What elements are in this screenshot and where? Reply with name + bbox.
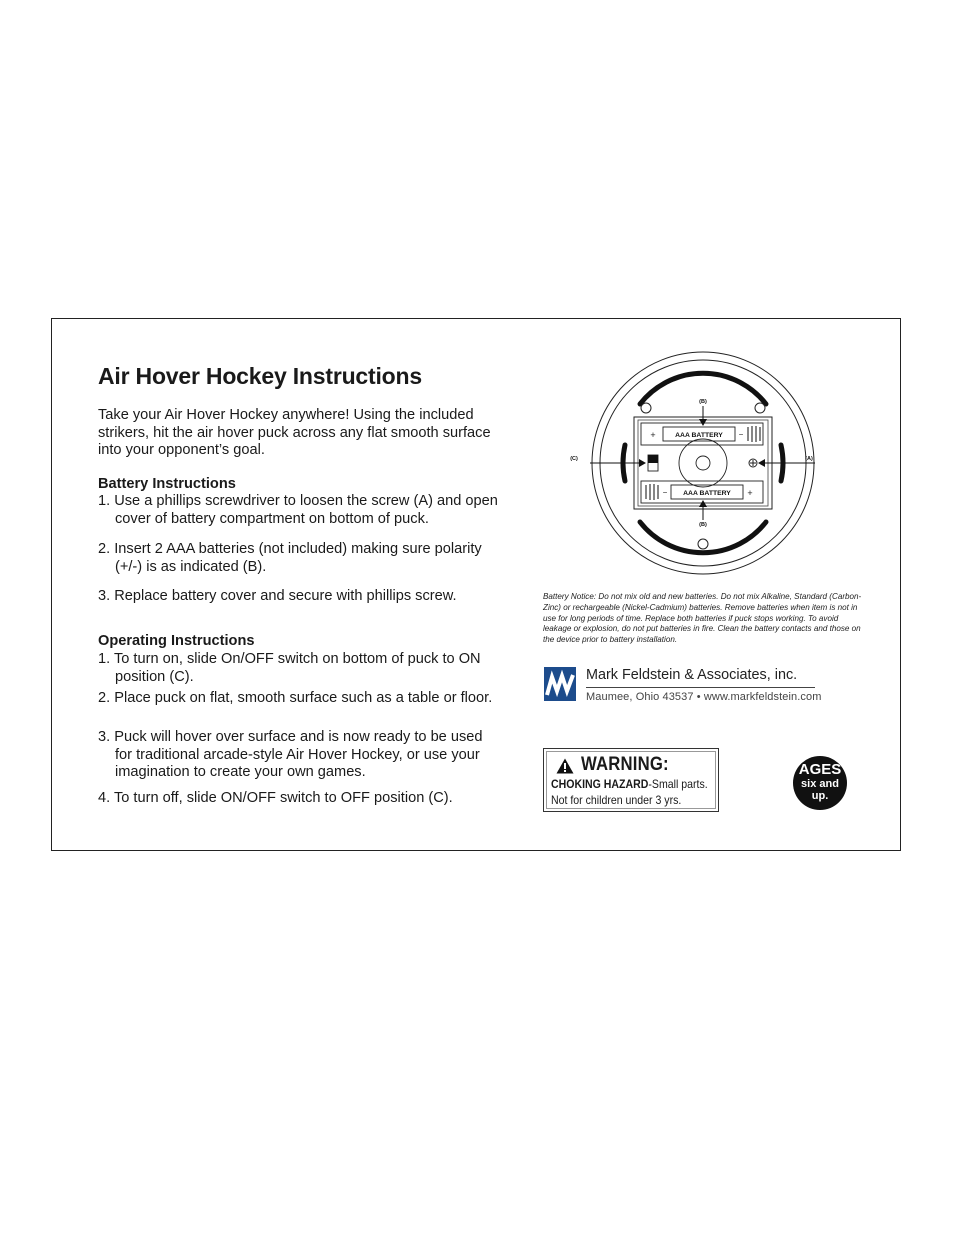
screw-hole-bottom xyxy=(698,539,708,549)
label-a: (A) xyxy=(805,456,813,462)
plus-sign-bottom: + xyxy=(747,488,753,498)
company-name: Mark Feldstein & Associates, inc. xyxy=(586,667,798,683)
operating-step-4: 4. To turn off, slide ON/OFF switch to OFF position (C). xyxy=(98,790,453,806)
spring-top xyxy=(748,426,760,442)
screw-hole-top-left xyxy=(641,403,651,413)
battery-step-2: 2. Insert 2 AAA batteries (not included) making sure polarity (+/-) is as indicated (B). xyxy=(98,541,482,575)
ages-badge xyxy=(793,756,847,810)
screw-hole-top-right xyxy=(755,403,765,413)
minus-sign-top: − xyxy=(738,430,744,439)
label-b-bottom: (B) xyxy=(699,522,707,528)
label-c: (C) xyxy=(570,456,578,462)
plus-sign-top: + xyxy=(650,430,656,440)
minus-sign-bottom: − xyxy=(662,488,668,497)
warning-triangle-icon xyxy=(556,758,574,774)
instruction-card xyxy=(51,318,901,851)
ages-badge-subtitle: six and up. xyxy=(801,778,839,802)
spring-bottom xyxy=(646,484,658,500)
battery-notice-text: Do not mix old and new batteries. Do not mix Alkaline, Standard (Carbon-Zinc) or rechargeable (Nickel-Cadmium) batteries. Remove batteries when item is not in use for long periods of time. Replace both batteries if puck stops working. To avoid leakage or explosion, do not put batteries in fire. Clean the battery contacts and those on the device prior to battery installation. xyxy=(543,592,862,645)
battery-label-bottom: AAA BATTERY xyxy=(683,490,731,497)
warning-title: WARNING: xyxy=(581,754,669,775)
battery-step-1: 1. Use a phillips screwdriver to loosen the screw (A) and open cover of battery compartment on bottom of puck. xyxy=(98,493,498,527)
choking-warning-box xyxy=(543,748,719,812)
label-b-top: (B) xyxy=(699,399,707,405)
on-off-switch-slider xyxy=(648,455,658,463)
battery-notice-label: Battery Notice: xyxy=(543,592,597,601)
choking-hazard-detail: -Small parts. xyxy=(648,777,708,791)
battery-instructions-heading: Battery Instructions xyxy=(98,476,236,492)
ages-badge-title: AGES xyxy=(798,761,842,778)
battery-step-3: 3. Replace battery cover and secure with phillips screw. xyxy=(98,588,457,604)
company-address: Maumee, Ohio 43537 • www.markfeldstein.com xyxy=(586,691,822,703)
puck-battery-diagram xyxy=(570,350,816,576)
battery-label-top: AAA BATTERY xyxy=(675,432,723,439)
choking-hazard-line xyxy=(551,777,708,791)
operating-instructions-heading: Operating Instructions xyxy=(98,633,255,649)
page-title: Air Hover Hockey Instructions xyxy=(98,363,422,389)
operating-step-3: 3. Puck will hover over surface and is now ready to be used for traditional arcade-style Air Hover Hockey, or use your imagination to create your own games. xyxy=(98,729,483,781)
motor-center xyxy=(696,456,710,470)
choking-hazard-label: CHOKING HAZARD xyxy=(551,777,649,791)
arrow-c xyxy=(590,459,646,467)
age-restriction-text: Not for children under 3 yrs. xyxy=(551,793,682,807)
intro-paragraph: Take your Air Hover Hockey anywhere! Using the included strikers, hit the air hover puck across any flat smooth surface into your opponent’s goal. xyxy=(98,407,491,459)
company-divider xyxy=(586,687,815,688)
battery-notice xyxy=(543,592,865,646)
operating-step-2: 2. Place puck on flat, smooth surface such as a table or floor. xyxy=(98,690,493,706)
company-logo-icon xyxy=(544,667,576,701)
operating-step-1: 1. To turn on, slide On/OFF switch on bottom of puck to ON position (C). xyxy=(98,651,481,685)
